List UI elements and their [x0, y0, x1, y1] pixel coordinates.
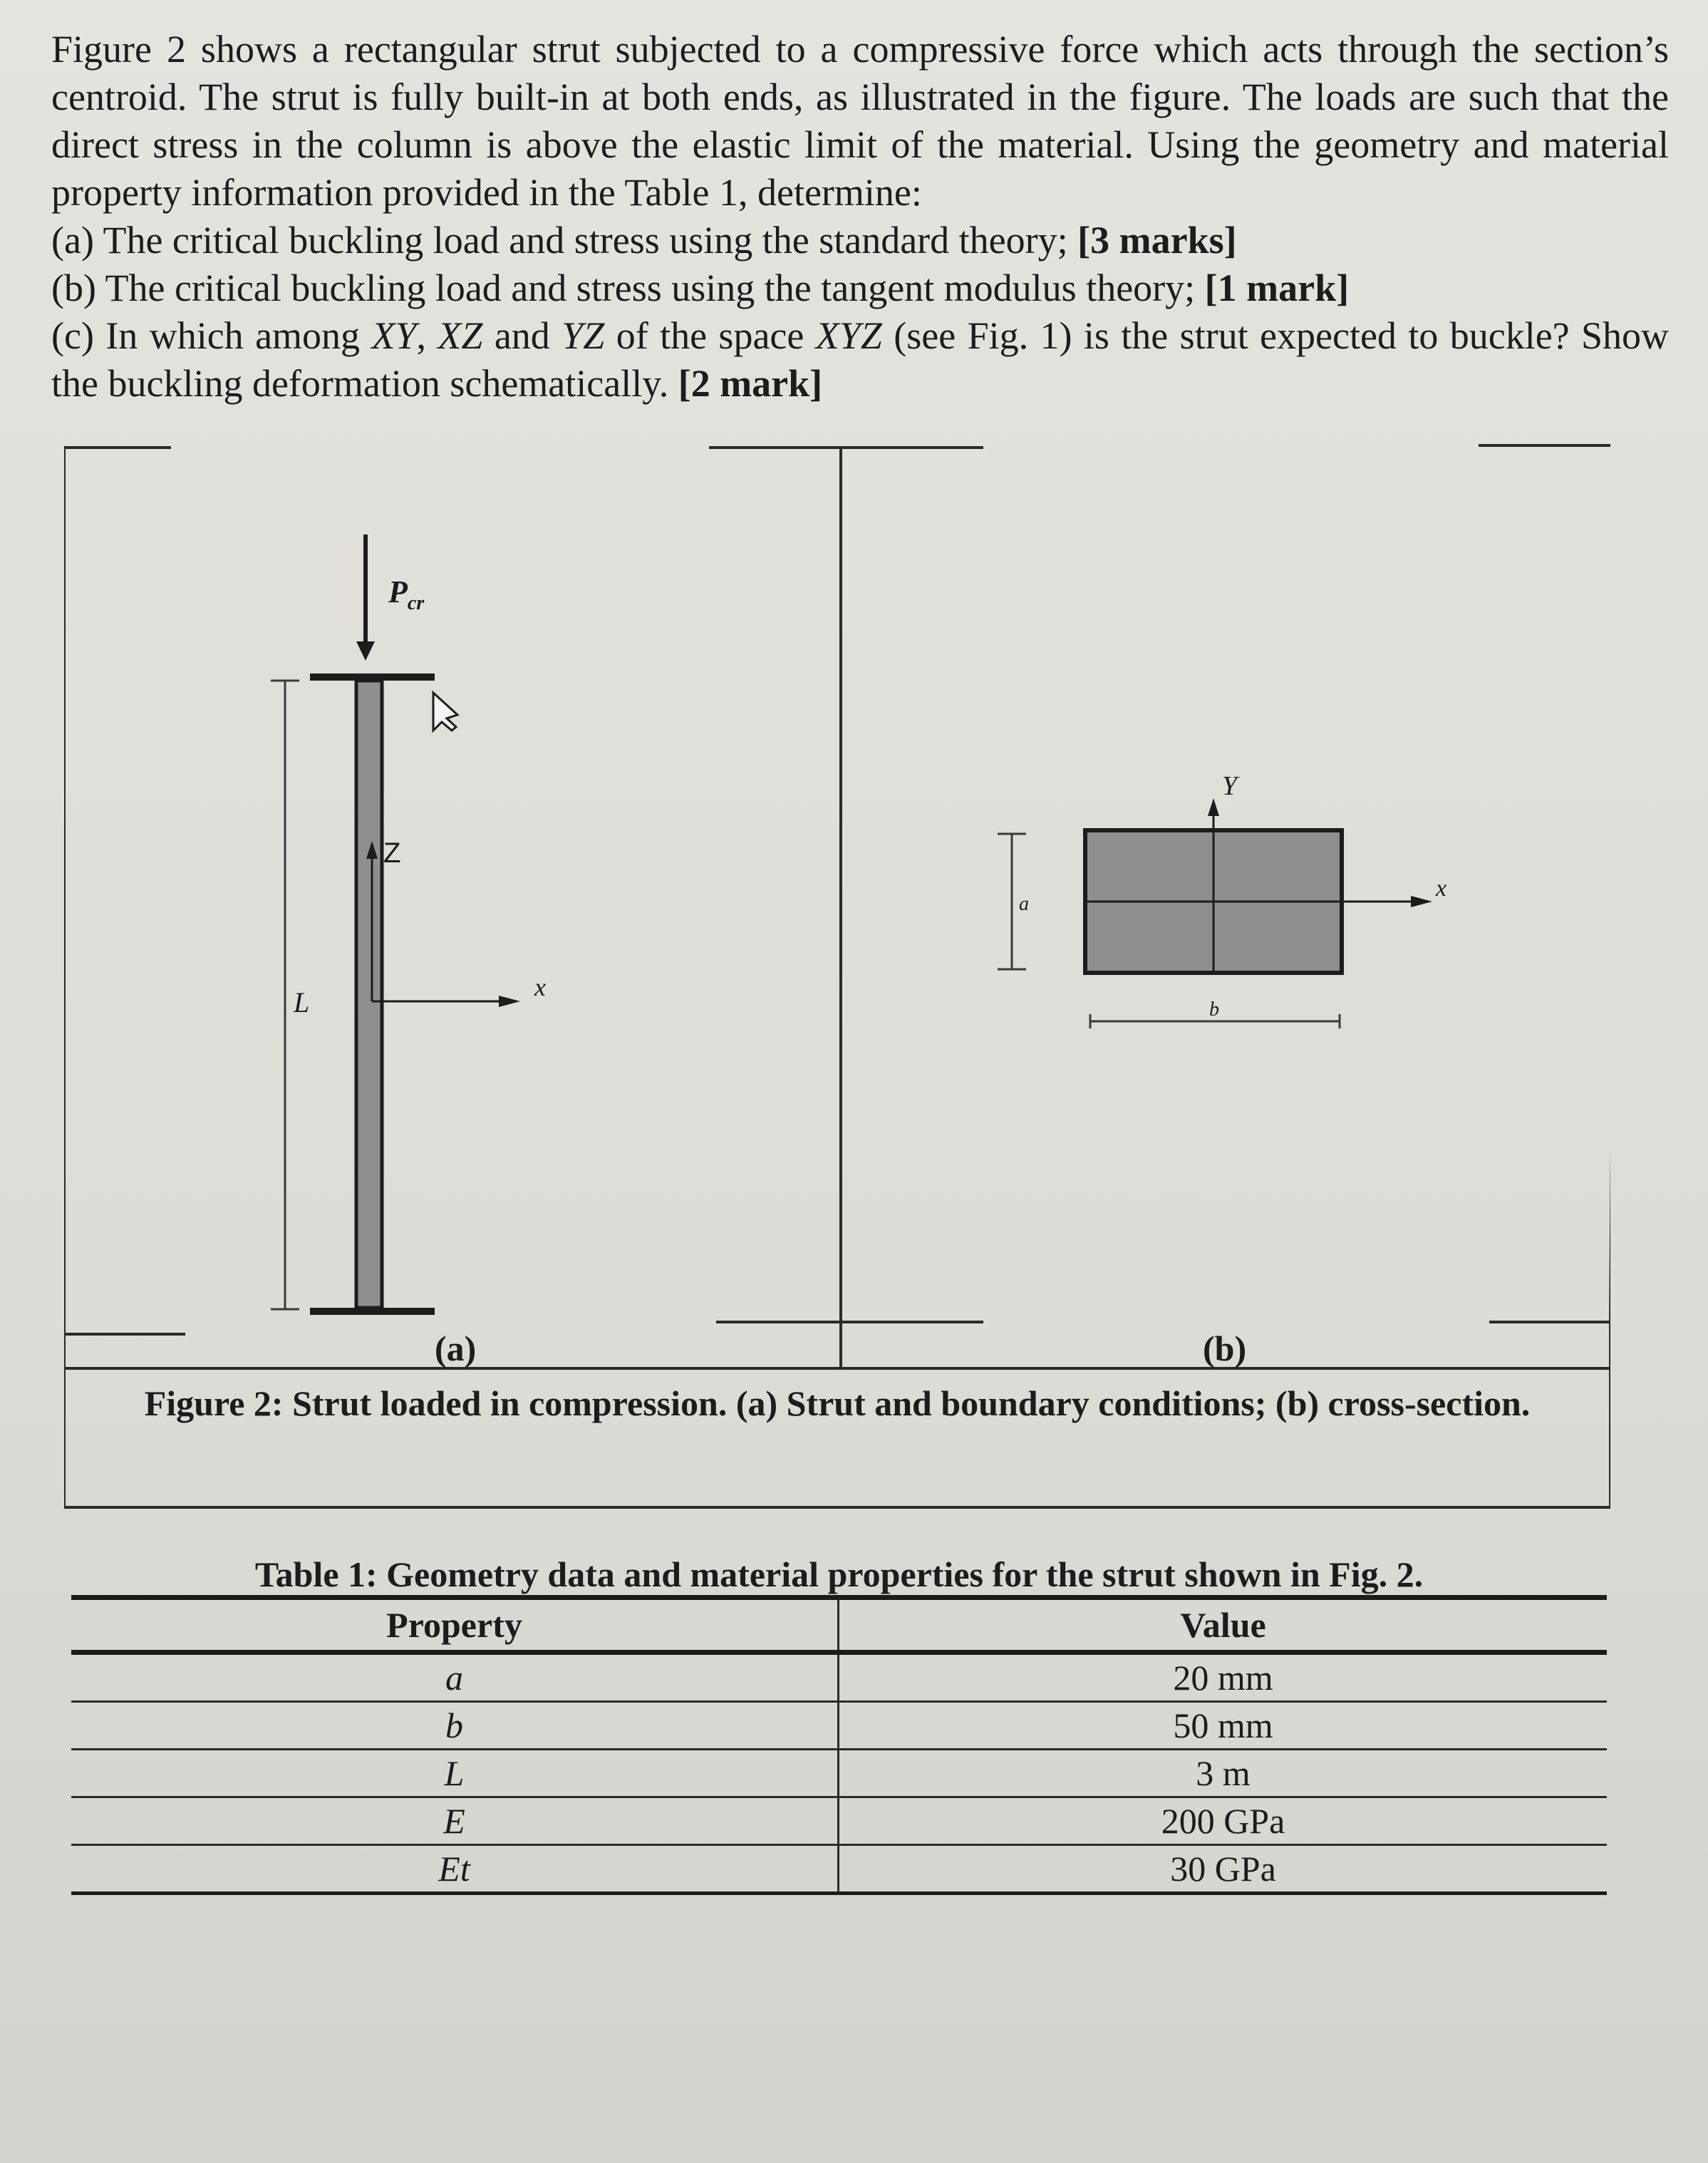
value-cell: 30 GPa [839, 1845, 1608, 1894]
problem-intro: Figure 2 shows a rectangular strut subjected to a compressive force which acts through the section’s centroid. The strut is fully built-in at both ends, as illustrated in the figure. The loads are such that the direct stress in the column is above the elastic limit of the material. Using the geometry and material property information provided in the Table 1, determine: [51, 28, 1669, 214]
load-label: $P_{cr}$ [388, 574, 425, 614]
part-c-mid: of the space [616, 314, 804, 357]
header-property: Property [71, 1598, 839, 1653]
property-cell: L [71, 1750, 839, 1797]
part-b [51, 264, 1669, 312]
subfigure-a-label: (a) [435, 1328, 477, 1368]
part-c-yz: YZ [561, 314, 605, 357]
header-value: Value [839, 1598, 1608, 1653]
y-axis-label: Y [1222, 771, 1238, 801]
part-c [51, 312, 1669, 408]
part-c-and: and [494, 314, 550, 357]
a-label: a [1019, 893, 1029, 915]
length-label: L [294, 986, 310, 1018]
value-cell: 50 mm [839, 1702, 1608, 1750]
part-a-marks: [3 marks] [1077, 219, 1237, 262]
value-cell: 200 GPa [839, 1797, 1608, 1845]
strut-diagram [271, 535, 520, 1315]
b-label: b [1209, 998, 1219, 1021]
part-c-suffix: (see Fig. 1) is the strut expected to buckle? Show the buckling deformation schematically. [51, 314, 1670, 405]
x-axis-a-label: x [534, 973, 546, 1001]
cursor-icon [433, 693, 457, 731]
table-row [71, 1750, 1607, 1797]
value-cell: 20 mm [839, 1653, 1608, 1702]
figure-caption: Figure 2: Strut loaded in compression. (a) Strut and boundary conditions; (b) cross-section. [144, 1383, 1531, 1423]
z-axis-label: Z [383, 837, 401, 869]
part-b-marks: [1 mark] [1204, 267, 1350, 309]
table-title: Table 1: Geometry data and material properties for the strut shown in Fig. 2. [254, 1554, 1424, 1594]
value-cell: 3 m [839, 1750, 1608, 1797]
part-a [51, 217, 1669, 264]
subfigure-b-label: (b) [1203, 1328, 1247, 1368]
load-arrow-head [356, 641, 375, 661]
table-row [71, 1845, 1607, 1894]
part-c-sep: , [416, 314, 426, 357]
property-cell: Et [71, 1845, 839, 1894]
cross-section-diagram [998, 798, 1432, 1028]
property-cell: a [71, 1653, 839, 1702]
figure-drawing [64, 438, 1610, 1511]
part-c-marks: [2 mark] [678, 362, 823, 405]
part-c-xy: XY [371, 314, 417, 357]
part-c-xyz: XYZ [815, 314, 882, 357]
part-a-text: (a) The critical buckling load and stress using the standard theory; [51, 219, 1068, 262]
property-cell: b [71, 1702, 839, 1750]
properties-table [71, 1595, 1607, 1895]
part-b-text: (b) The critical buckling load and stress using the tangent modulus theory; [51, 267, 1196, 309]
property-cell: E [71, 1797, 839, 1845]
bottom-support-plate [310, 1308, 435, 1315]
problem-statement [51, 26, 1669, 408]
part-c-prefix: (c) In which among [51, 314, 361, 357]
table-row [71, 1702, 1607, 1750]
strut-body [356, 681, 382, 1308]
part-c-xz: XZ [438, 314, 483, 357]
x-axis-b-label: x [1436, 875, 1447, 902]
table-row [71, 1797, 1607, 1845]
table-row [71, 1653, 1607, 1702]
figure-2 [64, 438, 1610, 1511]
table-header-row [71, 1598, 1607, 1653]
figure-frame [64, 445, 1610, 1507]
